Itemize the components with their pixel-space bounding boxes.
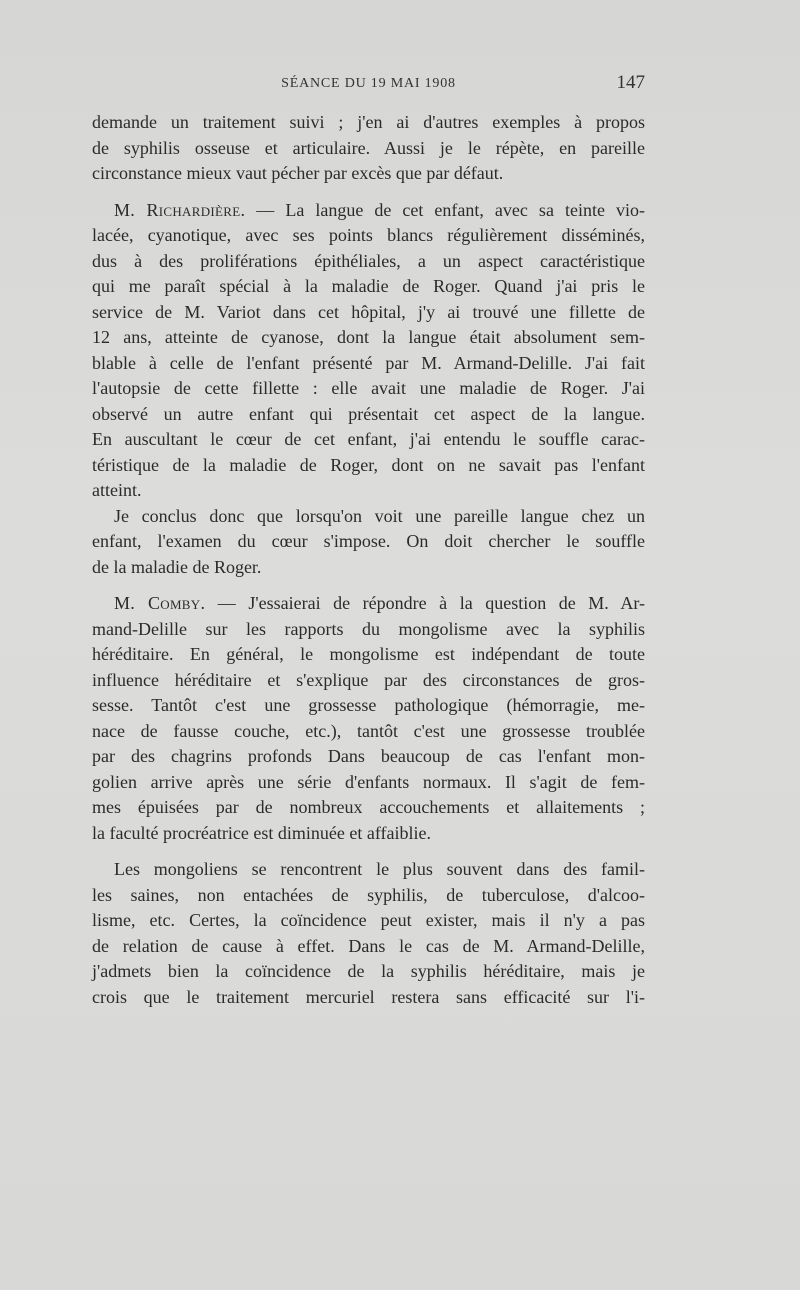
text-line: par des chagrins profonds Dans beaucoup de cas l'enfant mon-	[92, 746, 645, 766]
speaker-name: M. Richardière.	[114, 199, 246, 220]
text-line: sesse. Tantôt c'est une grossesse pathologique (hémorragie, me-	[92, 695, 645, 715]
text-line: enfant, l'examen du cœur s'impose. On doit chercher le souffle	[92, 531, 645, 551]
text-line: de la maladie de Roger.	[92, 556, 262, 577]
running-head	[92, 74, 645, 98]
text-line: la faculté procréatrice est diminuée et affaiblie.	[92, 822, 431, 843]
text-line: téristique de la maladie de Roger, dont on ne savait pas l'enfant	[92, 454, 645, 475]
text-line: En auscultant le cœur de cet enfant, j'ai entendu le souffle carac-	[92, 429, 645, 449]
text-line: Les mongoliens se rencontrent le plus souvent dans des famil-	[114, 859, 645, 879]
text-fragment: — J'essaierai de répondre à la question de M. Ar-	[205, 593, 645, 613]
text-line: héréditaire. En général, le mongolisme est indépendant de toute	[92, 644, 645, 664]
text-line: golien arrive après une série d'enfants normaux. Il s'agit de fem-	[92, 771, 645, 792]
text-line: circonstance mieux vaut pécher par excès que par défaut.	[92, 163, 504, 183]
text-line: les saines, non entachées de syphilis, de tuberculose, d'alcoo-	[92, 884, 645, 905]
text-fragment: — La langue de cet enfant, avec sa teinte vio-	[245, 199, 645, 220]
paragraph-conclusion	[92, 504, 645, 581]
speaker-name: M. Comby.	[114, 593, 206, 613]
text-line: demande un traitement suivi ; j'en ai d'autres exemples à propos	[92, 112, 645, 132]
text-line: de relation de cause à effet. Dans le cas de M. Armand-Delille,	[92, 935, 645, 956]
page-number: 147	[616, 72, 645, 93]
text-line: j'admets bien la coïncidence de la syphilis héréditaire, mais je	[92, 961, 645, 981]
running-title: SÉANCE DU 19 MAI 1908	[281, 76, 456, 91]
paragraph-mongoliens	[92, 857, 645, 1010]
text-line: observé un autre enfant qui présentait cet aspect de la langue.	[92, 403, 645, 424]
text-line: atteint.	[92, 480, 142, 500]
text-line: lisme, etc. Certes, la coïncidence peut exister, mais il n'y a pas	[92, 910, 645, 930]
text-line: crois que le traitement mercuriel restera sans efficacité sur l'i-	[92, 986, 645, 1007]
text-line	[92, 591, 645, 617]
text-line: blable à celle de l'enfant présenté par M. Armand-Delille. J'ai fait	[92, 352, 645, 373]
paragraph-comby	[92, 591, 645, 846]
text-line: de syphilis osseuse et articulaire. Aussi je le répète, en pareille	[92, 137, 645, 158]
body-text	[92, 110, 645, 1010]
text-line: 12 ans, atteinte de cyanose, dont la langue était absolument sem-	[92, 327, 645, 347]
text-line	[92, 198, 645, 224]
text-line: influence héréditaire et s'explique par des circonstances de gros-	[92, 669, 645, 690]
paragraph-continuation	[92, 110, 645, 187]
text-line: lacée, cyanotique, avec ses points blancs régulièrement disséminés,	[92, 225, 645, 245]
text-line: Je conclus donc que lorsqu'on voit une pareille langue chez un	[114, 505, 645, 526]
text-line: nace de fausse couche, etc.), tantôt c'est une grossesse troublée	[92, 720, 645, 741]
text-line: l'autopsie de cette fillette : elle avait une maladie de Roger. J'ai	[92, 378, 645, 398]
text-line: service de M. Variot dans cet hôpital, j'y ai trouvé une fillette de	[92, 301, 645, 322]
text-line: qui me paraît spécial à la maladie de Roger. Quand j'ai pris le	[92, 276, 645, 296]
paragraph-richardiere	[92, 198, 645, 504]
text-line: mes épuisées par de nombreux accouchements et allaitements ;	[92, 797, 645, 817]
text-line: mand-Delille sur les rapports du mongolisme avec la syphilis	[92, 618, 645, 639]
text-line: dus à des proliférations épithéliales, a un aspect caractéristique	[92, 250, 645, 271]
